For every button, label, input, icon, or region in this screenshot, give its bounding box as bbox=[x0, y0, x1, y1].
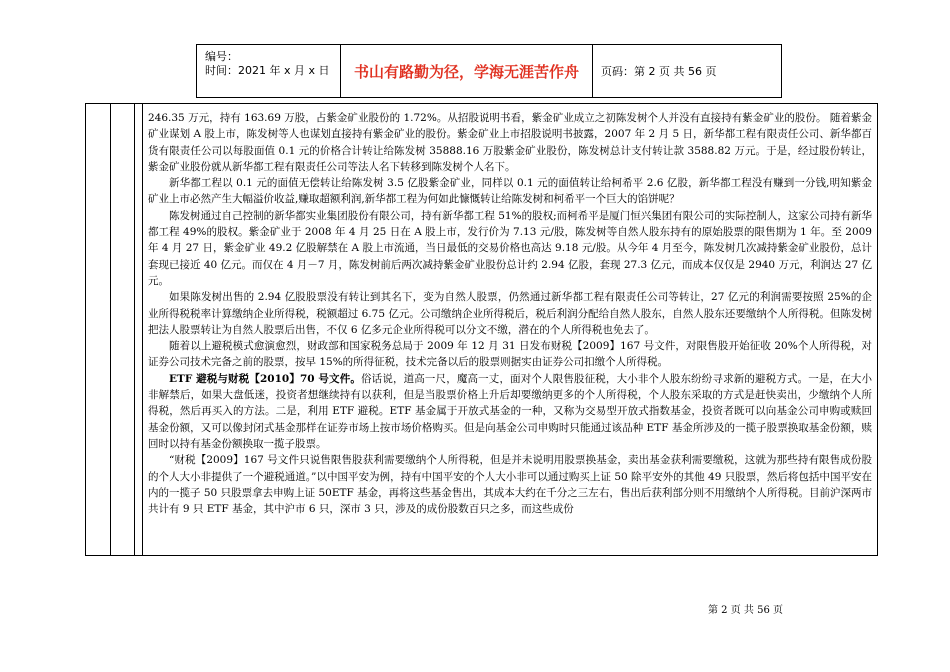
page-header bbox=[196, 44, 782, 98]
document-body bbox=[148, 110, 872, 554]
header-meta bbox=[197, 45, 341, 97]
paragraph: “财税【2009】167 号文件只说售限售股获利需要缴纳个人所得税，但是并未说明用股票换基金，卖出基金获利需要缴税，这就为那些持有限售成份股的个人大小非提供了一个避税通道。”以中国平安为例，持有中国平安的个人大小非可以通过购买上证 50 除平安外的其他 49 只股票，然后将包括中国平安在内的一揽子 50 只股票拿去申购上证 50ETF 基金，再将这些基金售出，其成本大约在千分之三左右，售出后获利部分则不用缴纳个人所得税。目前沪深两市共计有 9 只 ETF 基金，其中沪市 6 只，深市 3 只，涉及的成份股数百只之多，而这些成份 bbox=[148, 454, 872, 516]
paragraph: 随着以上避税模式愈演愈烈，财政部和国家税务总局于 2009 年 12 月 31 日发布财税【2009】167 号文件，对限售股开始征收 20%个人所得税，对证券公司技术完备之前的股票，按早 15%的所得征税，技术完备以后的股票则据实由证券公司扣缴个人所得税。 bbox=[148, 340, 872, 369]
paragraph: 新华都工程以 0.1 元的面值无偿转让给陈发树 3.5 亿股紫金矿业，同样以 0.1 元的面值转让给柯希平 2.6 亿股，新华都工程没有赚到一分钱,明知紫金矿业上市必然产生大幅溢价收益,赚取超额利润,新华都工程为何如此慷慨转让给陈发树和柯希平一个巨大的馅饼呢？ bbox=[148, 177, 872, 206]
table-column-divider bbox=[110, 104, 111, 555]
header-motto: 书山有路勤为径，学海无涯苦作舟 bbox=[341, 45, 593, 97]
page-footer: 第 2 页 共 56 页 bbox=[708, 605, 783, 616]
paragraph bbox=[148, 371, 872, 452]
date-line: 时间：2021 年 x 月 x 日 bbox=[205, 64, 330, 77]
section-heading: ETF 避税与财税【2010】70 号文件。 bbox=[169, 372, 362, 385]
paragraph: 陈发树通过自己控制的新华都实业集团股份有限公司，持有新华都工程 51%的股权;而柯希平是厦门恒兴集团有限公司的实际控制人，这家公司持有新华都工程 49%的股权。紫金矿业于 2008 年 4 月 25 日在 A 股上市，发行价为 7.13 元/股，陈发树等自然人股东持有的原始股票的限售期为 1 年。至 2009 年 4 月 27 日，紫金矿业 49.2 亿股解禁在 A 股上市流通，当日最低的交易价格也高达 9.18 元/股。从今年 4 月至今，陈发树几次减持紫金矿业股份，总计套现已接近 40 亿元。而仅在 4 月－7 月，陈发树前后两次减持紫金矿业股份总计约 2.94 亿股，套现 27.3 亿元，而成本仅仅是 2940 万元，利润达 27 亿元。 bbox=[148, 209, 872, 287]
serial-label: 编号： bbox=[205, 50, 238, 63]
paragraph: 246.35 万元，持有 163.69 万股，占紫金矿业股份的 1.72%。从招股说明书看，紫金矿业成立之初陈发树个人并没有直接持有紫金矿业的股份。 随着紫金矿业谋划 A 股上市，陈发树等人也谋划直接持有紫金矿业的股份。紫金矿业上市招股说明书披露，2007 年 2 月 5 日，新华都工程有限责任公司、新华都百货有限责任公司以每股面值 0.1 元的价格合计转让给陈发树 35888.16 万股紫金矿业股份，陈发树总计支付转让款 3588.82 万元。于是，经过股份转让，紫金矿业股份就从新华都工程有限责任公司等法人名下转移到陈发树个人名下。 bbox=[148, 112, 872, 173]
table-column-divider bbox=[134, 104, 135, 555]
paragraph: 如果陈发树出售的 2.94 亿股股票没有转让到其名下，变为自然人股票，仍然通过新华都工程有限责任公司等转让，27 亿元的利润需要按照 25%的企业所得税税率计算缴纳企业所得税，税额超过 6.75 亿元。公司缴纳企业所得税后，税后利润分配给自然人股东，自然人股东还要缴纳个人所得税。但陈发树把法人股票转让为自然人股票后出售，不仅 6 亿多元企业所得税可以分文不缴，潜在的个人所得税也免去了。 bbox=[148, 291, 872, 336]
paragraph-text: 俗话说，道高一尺，魔高一丈，面对个人限售股征税，大小非个人股东纷纷寻求新的避税方式。一是，在大小非解禁后，如果大盘低迷，投资者想继续持有以获利，但是当股票价格上升后却要缴纳更多的个人所得税，个人股东采取的方式是赶快卖出，少缴纳个人所得税，然后再买入的方法。二是，利用 ETF 避税。ETF 基金属于开放式基金的一种，又称为交易型开放式指数基金，投资者既可以向基金公司申购或赎回基金份额，又可以像封闭式基金那样在证券市场上按市场价格购买。但是向基金公司申购时只能通过该品种 ETF 基金所涉及的一揽子股票换取基金份额，赎回时以持有基金份额换取一揽子股票。 bbox=[148, 372, 872, 450]
header-page-info: 页码：第 2 页 共 56 页 bbox=[601, 65, 717, 78]
table-column-divider bbox=[142, 104, 143, 555]
